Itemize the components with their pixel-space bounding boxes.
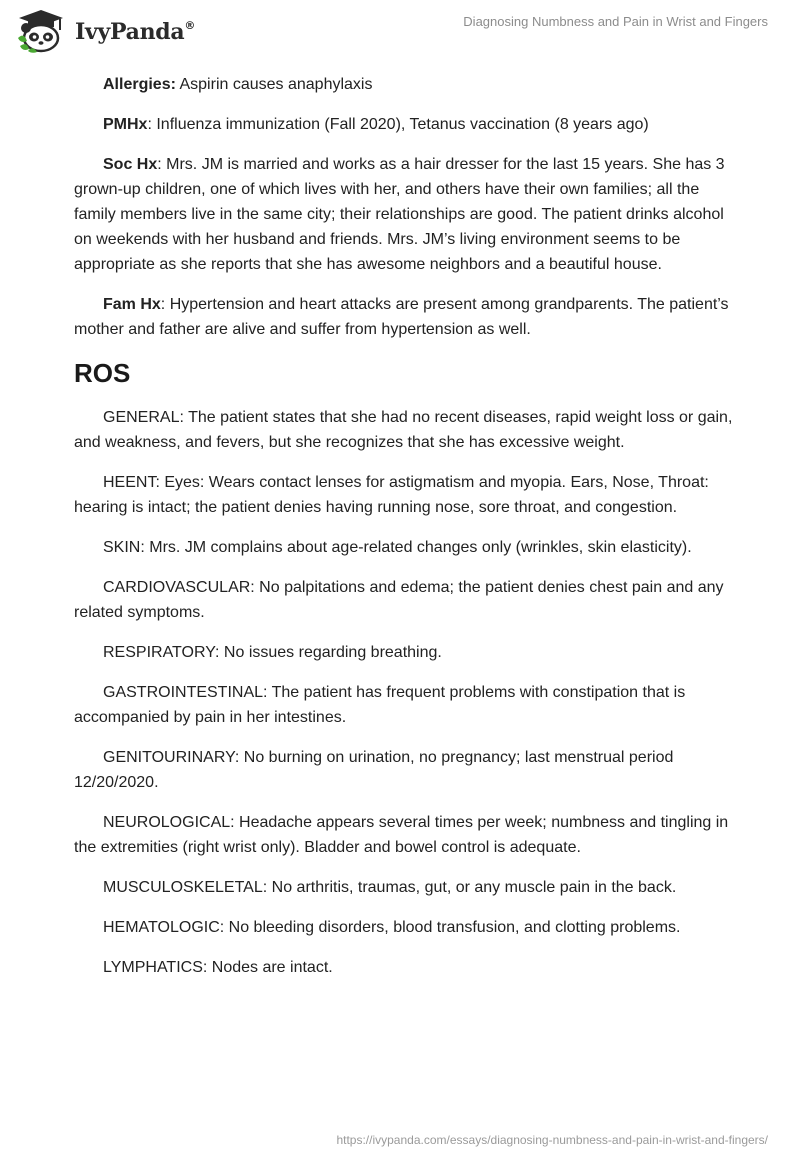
- ivypanda-logo[interactable]: [15, 8, 235, 54]
- ros-cardiovascular: CARDIOVASCULAR: No palpitations and edema; the patient denies chest pain and any related symptoms.: [74, 579, 724, 621]
- panda-logo-icon: [15, 8, 67, 54]
- ros-heent: HEENT: Eyes: Wears contact lenses for astigmatism and myopia. Ears, Nose, Throat: hearing is intact; the patient denies having running nose, sore throat, and congestion.: [74, 474, 709, 516]
- ros-hematologic: HEMATOLOGIC: No bleeding disorders, blood transfusion, and clotting problems.: [103, 919, 681, 936]
- pmhx-paragraph: [74, 112, 734, 137]
- document-title: Diagnosing Numbness and Pain in Wrist and Fingers: [463, 14, 768, 29]
- ros-skin: SKIN: Mrs. JM complains about age-related changes only (wrinkles, skin elasticity).: [103, 539, 692, 556]
- sochx-label: Soc Hx: [103, 156, 158, 173]
- brand-name: IvyPanda®: [75, 18, 196, 45]
- ros-respiratory: RESPIRATORY: No issues regarding breathing.: [103, 644, 442, 661]
- allergies-label: Allergies:: [103, 76, 176, 93]
- ros-neurological: NEUROLOGICAL: Headache appears several times per week; numbness and tingling in the extremities (right wrist only). Bladder and bowel control is adequate.: [74, 814, 729, 856]
- ros-genitourinary: GENITOURINARY: No burning on urination, no pregnancy; last menstrual period 12/20/2020.: [74, 749, 674, 791]
- sochx-text: : Mrs. JM is married and works as a hair dresser for the last 15 years. She has 3 grown-up children, one of which lives with her, and others have their own families; all the family members live in the same city; their relationships are good. The patient drinks alcohol on weekends with her husband and friends. Mrs. JM’s living environment seems to be appropriate as she reports that she has awesome neighbors and a beautiful house.: [74, 156, 725, 273]
- ros-musculoskeletal: MUSCULOSKELETAL: No arthritis, traumas, gut, or any muscle pain in the back.: [103, 879, 677, 896]
- ros-general: GENERAL: The patient states that she had no recent diseases, rapid weight loss or gain, and weakness, and fevers, but she recognizes that she has excessive weight.: [74, 409, 733, 451]
- ros-heading: ROS: [74, 358, 131, 388]
- ros-gastrointestinal: GASTROINTESTINAL: The patient has frequent problems with constipation that is accompanied by pain in her intestines.: [74, 684, 686, 726]
- allergies-paragraph: [74, 72, 734, 97]
- allergies-text: Aspirin causes anaphylaxis: [175, 76, 373, 93]
- famhx-label: Fam Hx: [103, 296, 161, 313]
- sochx-paragraph: [74, 152, 734, 277]
- source-url-link[interactable]: https://ivypanda.com/essays/diagnosing-numbness-and-pain-in-wrist-and-fingers/: [336, 1133, 768, 1147]
- famhx-paragraph: [74, 292, 734, 342]
- famhx-text: : Hypertension and heart attacks are present among grandparents. The patient’s mother and father are alive and suffer from hypertension as well.: [74, 296, 729, 338]
- pmhx-text: : Influenza immunization (Fall 2020), Tetanus vaccination (8 years ago): [147, 116, 649, 133]
- ros-lymphatics: LYMPHATICS: Nodes are intact.: [103, 959, 333, 976]
- page-header: [0, 0, 800, 60]
- document-body: [74, 72, 734, 995]
- pmhx-label: PMHx: [103, 116, 148, 133]
- registered-mark: ®: [184, 18, 196, 32]
